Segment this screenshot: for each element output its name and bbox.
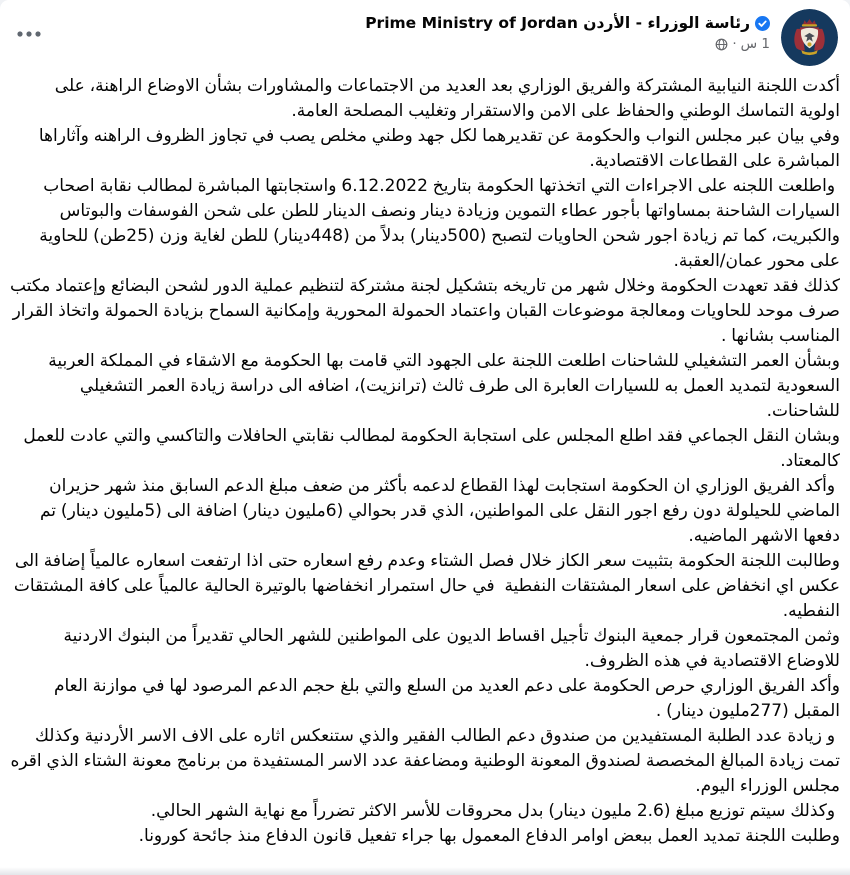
post-paragraph: وبشأن العمر التشغيلي للشاحنات اطلعت اللجنة على الجهود التي قامت بها الحكومة مع الاشقاء في المملكة العربية السعودية لتمديد العمل به للسيارات العابرة الى طرف ثالث (ترانزيت)، اضافه الى دراسة زيادة العمر التشغيلي للشاحنات. [43,351,840,421]
more-options-button[interactable] [12,26,46,42]
more-options-icon [16,30,42,38]
meta-separator: · [732,36,737,52]
post-paragraph: وطالبت اللجنة الحكومة بتثبيت سعر الكاز خلال فصل الشتاء وعدم رفع اسعاره حتى اذا ارتفعت اسعاره عالمياً إضافة الى عكس اي انخفاض على اسعار المشتقات النفطية في حال استمرار انخفاضها بالوتيرة الحالية عالمياً على كافة المشتقات النفطيه. [8,551,840,621]
post-paragraph: أكدت اللجنة النيابية المشتركة والفريق الوزاري بعد العديد من الاجتماعات والمشاورات بشأن الاوضاع الراهنة، على اولوية التماسك الوطني والحفاظ على الامن والاستقرار وتغليب المصلحة العامة. [49,76,840,121]
timestamp[interactable]: 1 س [740,36,770,52]
verified-badge-icon [755,16,770,31]
post-meta-row [365,36,770,52]
post-paragraph: و زيادة عدد الطلبة المستفيدين من صندوق دعم الطالب الفقير والذي ستنعكس اثاره على الاف الاسر الأردنية وكذلك تمت زيادة المبالغ المخصصة لصندوق المعونة الوطنية ومضاعفة عدد الاسر المستفيدة من برنامج معونة الشتاء الذي اقره مجلس الوزراء اليوم. [5,726,840,796]
post-text [0,66,850,849]
attached-media-edge [0,867,850,875]
page-name-row [365,14,770,33]
post-header [0,0,850,66]
jordan-coat-of-arms-icon [781,9,838,66]
page-name[interactable]: رئاسة الوزراء - الأردن Prime Ministry of Jordan [365,14,750,32]
post-paragraph: واطلعت اللجنه على الاجراءات التي اتخذتها الحكومة بتاريخ 6.12.2022 واستجابتها المباشرة لمطالب نقابة اصحاب السيارات الشاحنة بمساواتها بأجور عطاء التموين وزيادة دينار ونصف الدينار للطن على شحن الفوسفات والبوتاس والكبريت، كما تم زيادة اجور شحن الحاويات لتصبح (500دينار) بدلاً من (448دينار) للطن لغاية وزن (25طن) للحاوية على محور عمان/العقبة. [34,176,840,271]
post-paragraph: وطلبت اللجنة تمديد العمل ببعض اوامر الدفاع المعمول بها جراء تفعيل قانون الدفاع منذ جائحة كورونا. [138,826,840,846]
post-paragraph: وأكد الفريق الوزاري ان الحكومة استجابت لهذا القطاع لدعمه بأكثر من ضعف مبلغ الدعم السابق منذ شهر حزيران الماضي للحيلولة دون رفع اجور النقل على المواطنين، الذي قدر بحوالي (6مليون دينار) اضافة الى (5مليون دينار) تم دفعها الاشهر الماضيه. [35,476,840,546]
avatar[interactable] [781,9,838,66]
post-paragraph: وأكد الفريق الوزاري حرص الحكومة على دعم العديد من السلع والتي بلغ حجم الدعم المرصود لها في موازنة العام المقبل (277مليون دينار) . [49,676,840,721]
post-paragraph: وفي بيان عبر مجلس النواب والحكومة عن تقديرهما لكل جهد وطني مخلص يصب في تجاوز الظروف الراهنه وآثاراها المباشرة على القطاعات الاقتصادية. [33,126,840,171]
post-paragraph: وبشان النقل الجماعي فقد اطلع المجلس على استجابة الحكومة لمطالب نقابتي الحافلات والتاكسي والتي عادت للعمل كالمعتاد. [18,426,840,471]
post-paragraph: وثمن المجتمعون قرار جمعية البنوك تأجيل اقساط الديون على المواطنين للشهر الحالي تقديراً من البنوك الاردنية للاوضاع الاقتصادية في هذه الظروف. [58,626,840,671]
post-paragraph: وكذلك سيتم توزيع مبلغ (2.6 مليون دينار) بدل محروقات للأسر الاكثر تضرراً مع نهاية الشهر الحالي. [150,801,840,821]
globe-public-icon [715,38,728,51]
post-paragraph: كذلك فقد تعهدت الحكومة وخلال شهر من تاريخه بتشكيل لجنة مشتركة لتنظيم عملية الدور لشحن البضائع وإعتماد مكتب صرف موحد للحاويات ومعالجة موضوعات القبان واعتماد الحمولة المحورية وإمكانية السماح بزيادة الحمولة واتخاذ القرار المناسب بشانها . [5,276,840,346]
post-header-text [365,9,770,52]
